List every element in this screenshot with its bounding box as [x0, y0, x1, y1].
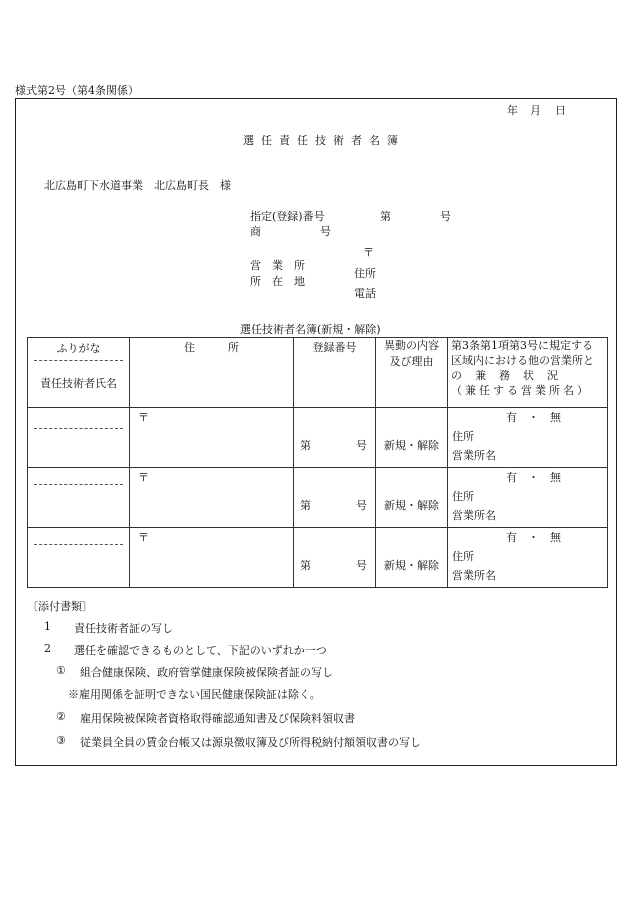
reg-number-cell — [294, 408, 376, 468]
table-header-row — [28, 338, 608, 408]
reg-number-go: 号 — [440, 210, 451, 223]
address-cell — [130, 468, 294, 528]
row-dai: 第 — [300, 559, 311, 572]
row-addr-label: 住所 — [452, 550, 474, 563]
address-cell — [130, 408, 294, 468]
other-office-cell — [448, 408, 608, 468]
table-row — [28, 528, 608, 588]
row-office-label: 営業所名 — [452, 449, 496, 462]
header-change-1: 異動の内容 — [384, 339, 439, 352]
row-go: 号 — [356, 499, 367, 512]
reg-number-dai: 第 — [380, 210, 391, 223]
trade-name-label-2: 号 — [320, 225, 331, 238]
sub-item-3: 従業員全員の賃金台帳又は源泉徴収簿及び所得税納付額領収書の写し — [80, 736, 421, 749]
header-other-2: 区域内における他の営業所と — [451, 354, 594, 367]
row-addr-label: 住所 — [452, 490, 474, 503]
row-go: 号 — [356, 439, 367, 452]
attachments-heading: 〔添付書類〕 — [27, 600, 93, 613]
reg-number-label: 指定(登録)番号 — [250, 210, 325, 223]
change-cell — [376, 408, 448, 468]
name-dotted-line — [34, 428, 123, 429]
addressee: 北広島町下水道事業 北広島町長 様 — [44, 179, 231, 192]
header-change-2: 及び理由 — [389, 355, 434, 368]
header-other-4: （兼任する営業所名） — [451, 384, 591, 397]
attachment-2-number: 2 — [44, 642, 51, 655]
row-has-none: 有 ・ 無 — [506, 531, 561, 544]
row-go: 号 — [356, 559, 367, 572]
header-other-3: の 兼 務 状 況 — [451, 369, 559, 382]
attachment-2: 選任を確認できるものとして、下記のいずれか一つ — [74, 644, 327, 657]
table-row — [28, 468, 608, 528]
header-reg-number: 登録番号 — [294, 338, 376, 408]
address-label: 住所 — [354, 267, 376, 280]
header-address: 住 所 — [130, 338, 294, 408]
row-has-none: 有 ・ 無 — [506, 411, 561, 424]
attachment-1-number: 1 — [44, 620, 51, 633]
name-cell — [28, 408, 130, 468]
date-day: 日 — [555, 104, 566, 117]
reg-number-cell — [294, 468, 376, 528]
sub-item-1-mark: ① — [56, 664, 66, 677]
name-dotted-line — [34, 484, 123, 485]
form-number-label: 様式第2号（第4条関係） — [15, 84, 139, 97]
row-postal-mark: 〒 — [138, 531, 149, 544]
phone-label: 電話 — [354, 287, 376, 300]
other-office-cell — [448, 528, 608, 588]
name-cell — [28, 528, 130, 588]
row-dai: 第 — [300, 499, 311, 512]
technician-table — [27, 337, 608, 588]
header-change-cell — [376, 338, 448, 408]
change-cell — [376, 528, 448, 588]
document-title: 選任責任技術者名簿 — [243, 134, 405, 147]
row-has-none: 有 ・ 無 — [506, 471, 561, 484]
date-year: 年 — [507, 104, 518, 117]
trade-name-label-1: 商 — [250, 225, 261, 238]
postal-mark: 〒 — [363, 246, 374, 259]
header-name-cell — [28, 338, 130, 408]
sub-item-1: 組合健康保険、政府管掌健康保険被保険者証の写し — [80, 666, 333, 679]
header-other-1: 第3条第1項第3号に規定する — [451, 339, 593, 352]
row-postal-mark: 〒 — [138, 471, 149, 484]
address-cell — [130, 528, 294, 588]
date-month: 月 — [530, 104, 541, 117]
row-postal-mark: 〒 — [138, 411, 149, 424]
row-dai: 第 — [300, 439, 311, 452]
office-label-2: 所 在 地 — [250, 275, 305, 288]
sub-item-2-mark: ② — [56, 710, 66, 723]
name-cell — [28, 468, 130, 528]
change-cell — [376, 468, 448, 528]
sub-item-2: 雇用保険被保険者資格取得確認通知書及び保険料領収書 — [80, 712, 355, 725]
table-caption: 選任技術者名簿(新規・解除) — [240, 323, 381, 336]
sub-item-3-mark: ③ — [56, 734, 66, 747]
table-row — [28, 408, 608, 468]
attachment-1: 責任技術者証の写し — [74, 622, 173, 635]
header-technician-name: 責任技術者氏名 — [40, 377, 117, 390]
row-change: 新規・解除 — [384, 559, 439, 572]
name-dotted-line — [34, 544, 123, 545]
row-office-label: 営業所名 — [452, 509, 496, 522]
other-office-cell — [448, 468, 608, 528]
row-change: 新規・解除 — [384, 439, 439, 452]
office-label-1: 営 業 所 — [250, 259, 305, 272]
row-addr-label: 住所 — [452, 430, 474, 443]
row-change: 新規・解除 — [384, 499, 439, 512]
header-other-office-cell — [448, 338, 608, 408]
reg-number-cell — [294, 528, 376, 588]
row-office-label: 営業所名 — [452, 569, 496, 582]
header-furigana: ふりがな — [56, 342, 101, 355]
sub-item-1-note: ※雇用関係を証明できない国民健康保険証は除く。 — [68, 688, 321, 701]
